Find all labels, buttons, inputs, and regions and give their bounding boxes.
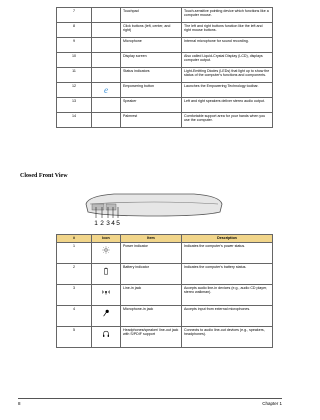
table-row (57, 113, 273, 128)
row-number: 3 (57, 285, 92, 306)
row-icon-cell (92, 243, 121, 264)
row-description: Accepts input from external microphones. (182, 306, 273, 327)
footer-chapter-label: Chapter 1 (262, 401, 282, 406)
closed-front-view-figure (84, 182, 224, 228)
callout-number: 1 (94, 220, 98, 227)
callout-number: 3 (106, 220, 110, 227)
row-item: Empowering button (121, 83, 182, 98)
row-icon-cell (92, 264, 121, 285)
header-description: Description (182, 235, 273, 243)
row-item: Battery indicator (121, 264, 182, 285)
table-row (57, 243, 273, 264)
row-icon-cell (92, 113, 121, 128)
table-row (57, 83, 273, 98)
power-icon (94, 246, 118, 254)
row-icon-cell (92, 83, 121, 98)
table-row (57, 23, 273, 38)
row-description: Internal microphone for sound recording. (182, 38, 273, 53)
row-description: Indicates the computer's power status. (182, 243, 273, 264)
row-number: 13 (57, 98, 92, 113)
row-description: Indicates the computer's battery status. (182, 264, 273, 285)
row-number: 2 (57, 264, 92, 285)
row-number: 4 (57, 306, 92, 327)
closed-front-view-table (56, 234, 273, 348)
table-row (57, 264, 273, 285)
callout-number: 2 (100, 220, 104, 227)
row-item: Touchpad (121, 8, 182, 23)
row-description: Light-Emitting Diodes (LEDs) that light up to show the status of the computer's functions and components. (182, 68, 273, 83)
table-row (57, 98, 273, 113)
row-description: Accepts audio line-in devices (e.g., audio CD player, stereo walkman). (182, 285, 273, 306)
row-icon-cell (92, 23, 121, 38)
row-item: Speaker (121, 98, 182, 113)
headphones-icon (94, 330, 118, 338)
row-number: 7 (57, 8, 92, 23)
top-components-table (56, 7, 273, 128)
row-number: 5 (57, 327, 92, 348)
callout-number: 5 (116, 220, 120, 227)
line-in-icon (94, 288, 118, 296)
row-description: Launches the Empowering Technology toolbar. (182, 83, 273, 98)
table-row (57, 53, 273, 68)
header-icon: Icon (92, 235, 121, 243)
row-icon-cell (92, 306, 121, 327)
table-row (57, 327, 273, 348)
table-row (57, 8, 273, 23)
empowering-e-icon: e (104, 85, 108, 95)
header-item: Item (121, 235, 182, 243)
battery-icon (94, 267, 118, 275)
row-description: Touch-sensitive pointing device which functions like a computer mouse. (182, 8, 273, 23)
row-item: Microphone-in jack (121, 306, 182, 327)
table-row (57, 285, 273, 306)
row-number: 1 (57, 243, 92, 264)
footer-divider (18, 398, 282, 399)
table-row (57, 306, 273, 327)
row-description: The left and right buttons function like the left and right mouse buttons. (182, 23, 273, 38)
table-row (57, 68, 273, 83)
row-number: 9 (57, 38, 92, 53)
row-number: 11 (57, 68, 92, 83)
row-icon-cell (92, 8, 121, 23)
microphone-icon (94, 309, 118, 317)
row-icon-cell (92, 53, 121, 68)
row-item: Headphones/speaker/ line-out jack with S/PDIF support (121, 327, 182, 348)
row-item: Palmrest (121, 113, 182, 128)
row-icon-cell (92, 98, 121, 113)
row-item: Status indicators (121, 68, 182, 83)
row-item: Click buttons (left, center, and right) (121, 23, 182, 38)
row-description: Comfortable support area for your hands when you use the computer. (182, 113, 273, 128)
laptop-jack-area (106, 204, 116, 210)
row-icon-cell (92, 327, 121, 348)
footer-page-number: 8 (18, 401, 21, 406)
row-number: 14 (57, 113, 92, 128)
callout-number: 4 (111, 220, 115, 227)
row-icon-cell (92, 285, 121, 306)
table-row (57, 38, 273, 53)
row-description: Also called Liquid-Crystal Display (LCD), displays computer output. (182, 53, 273, 68)
row-item: Display screen (121, 53, 182, 68)
row-item: Power indicator (121, 243, 182, 264)
row-description: Left and right speakers deliver stereo audio output. (182, 98, 273, 113)
row-item: Microphone (121, 38, 182, 53)
row-number: 12 (57, 83, 92, 98)
header-num: # (57, 235, 92, 243)
row-icon-cell (92, 38, 121, 53)
row-number: 10 (57, 53, 92, 68)
row-number: 8 (57, 23, 92, 38)
row-description: Connects to audio line-out devices (e.g., speakers, headphones). (182, 327, 273, 348)
row-icon-cell (92, 68, 121, 83)
row-item: Line-in jack (121, 285, 182, 306)
table-header-row (57, 235, 273, 243)
section-title: Closed Front View (20, 173, 68, 179)
